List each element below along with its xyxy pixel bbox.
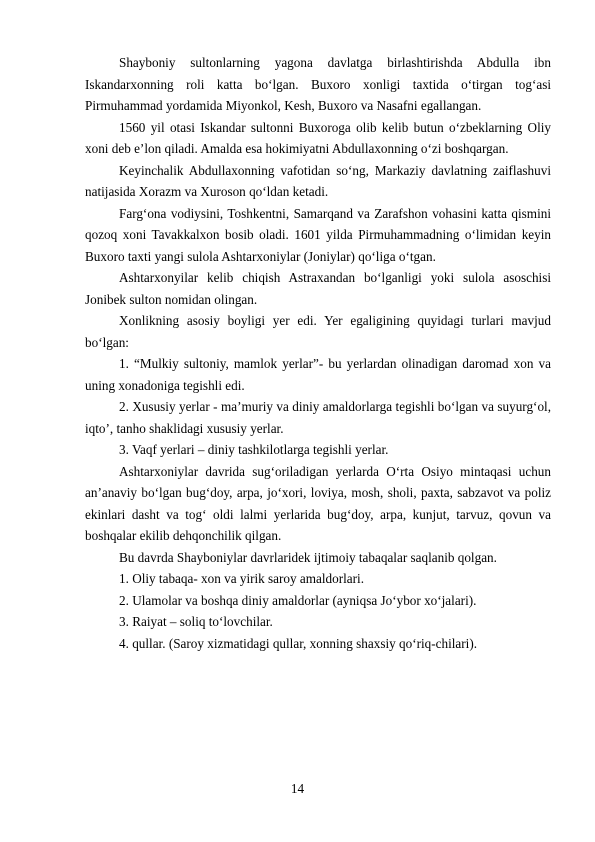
paragraph-agriculture: Ashtarxoniylar davrida sug‘oriladigan yerlarda O‘rta Osiyo mintaqasi uchun an’anaviy bo‘lgan bug‘doy, arpa, jo‘xori, loviya, mosh, sholi, paxta, sabzavot va poliz ekinlari dasht va tog‘ oldi lalmi yerlarida bug‘doy, arpa, kunjut, tarvuz, qovun va boshqalar ekilib dehqonchilik qilgan. bbox=[85, 463, 551, 543]
body-text bbox=[85, 52, 551, 654]
list-item-raiyat: 3. Raiyat – soliq to‘lovchilar. bbox=[119, 614, 273, 629]
list-item-oliy-tabaqa: 1. Oliy tabaqa- xon va yirik saroy amaldorlari. bbox=[119, 571, 364, 586]
list-item-xususiy-yerlar: 2. Xususiy yerlar - ma’muriy va diniy amaldorlarga tegishli bo‘lgan va suyurg‘ol, iqto’, tanho shaklidagi xususiy yerlar. bbox=[85, 399, 551, 436]
list-item-vaqf-yerlari: 3. Vaqf yerlari – diniy tashkilotlarga tegishli yerlar. bbox=[119, 442, 389, 457]
paragraph-land-ownership: Xonlikning asosiy boyligi yer edi. Yer egaligining quyidagi turlari mavjud bo‘lgan: bbox=[85, 313, 551, 350]
list-item-ulamolar: 2. Ulamolar va boshqa diniy amaldorlar (ayniqsa Jo‘ybor xo‘jalari). bbox=[119, 592, 477, 608]
page-number: 14 bbox=[290, 781, 305, 796]
paragraph-social-classes: Bu davrda Shayboniylar davrlaridek ijtimoiy tabaqalar saqlanib qolgan. bbox=[119, 549, 497, 565]
paragraph-tavakkalxon: Farg‘ona vodiysini, Toshkentni, Samarqand va Zarafshon vohasini katta qismini qozoq xoni Tavakkalxon bosib oladi. 1601 yilda Pirmuhammadning o‘limidan keyin Buxoro taxti yangi sulola Ashtarxoniylar (Joniylar) qo‘liga o‘tgan. bbox=[85, 205, 551, 264]
paragraph-abdullaxon-role: Shayboniy sultonlarning yagona davlatga birlashtirishda Abdulla ibn Iskandarxonning roli katta bo‘lgan. Buxoro xonligi taxtida o‘tirgan tog‘asi Pirmuhammad yordamida Miyonkol, Kesh, Buxoro va Nasafni egallangan. bbox=[85, 55, 551, 113]
paragraph-ashtarxoniylar-origin: Ashtarxonyilar kelib chiqish Astraxandan bo‘lganligi yoki sulola asoschisi Jonibek sulton nomidan olingan. bbox=[85, 270, 551, 307]
list-item-qullar: 4. qullar. (Saroy xizmatidagi qullar, xonning shaxsiy qo‘riq-chilari). bbox=[119, 635, 478, 651]
list-item-mulkiy-sultoniy: 1. “Mulkiy sultoniy, mamlok yerlar”- bu yerlardan olinadigan daromad xon va uning xonadoniga tegishli edi. bbox=[85, 356, 551, 393]
paragraph-weakening: Keyinchalik Abdullaxonning vafotidan so‘ng, Markaziy davlatning zaiflashuvi natijasida Xorazm va Xuroson qo‘ldan ketadi. bbox=[85, 162, 551, 199]
paragraph-1560-iskandar: 1560 yil otasi Iskandar sultonni Buxoroga olib kelib butun o‘zbeklarning Oliy xoni deb e’lon qiladi. Amalda esa hokimiyatni Abdullaxonning o‘zi boshqargan. bbox=[85, 119, 551, 156]
